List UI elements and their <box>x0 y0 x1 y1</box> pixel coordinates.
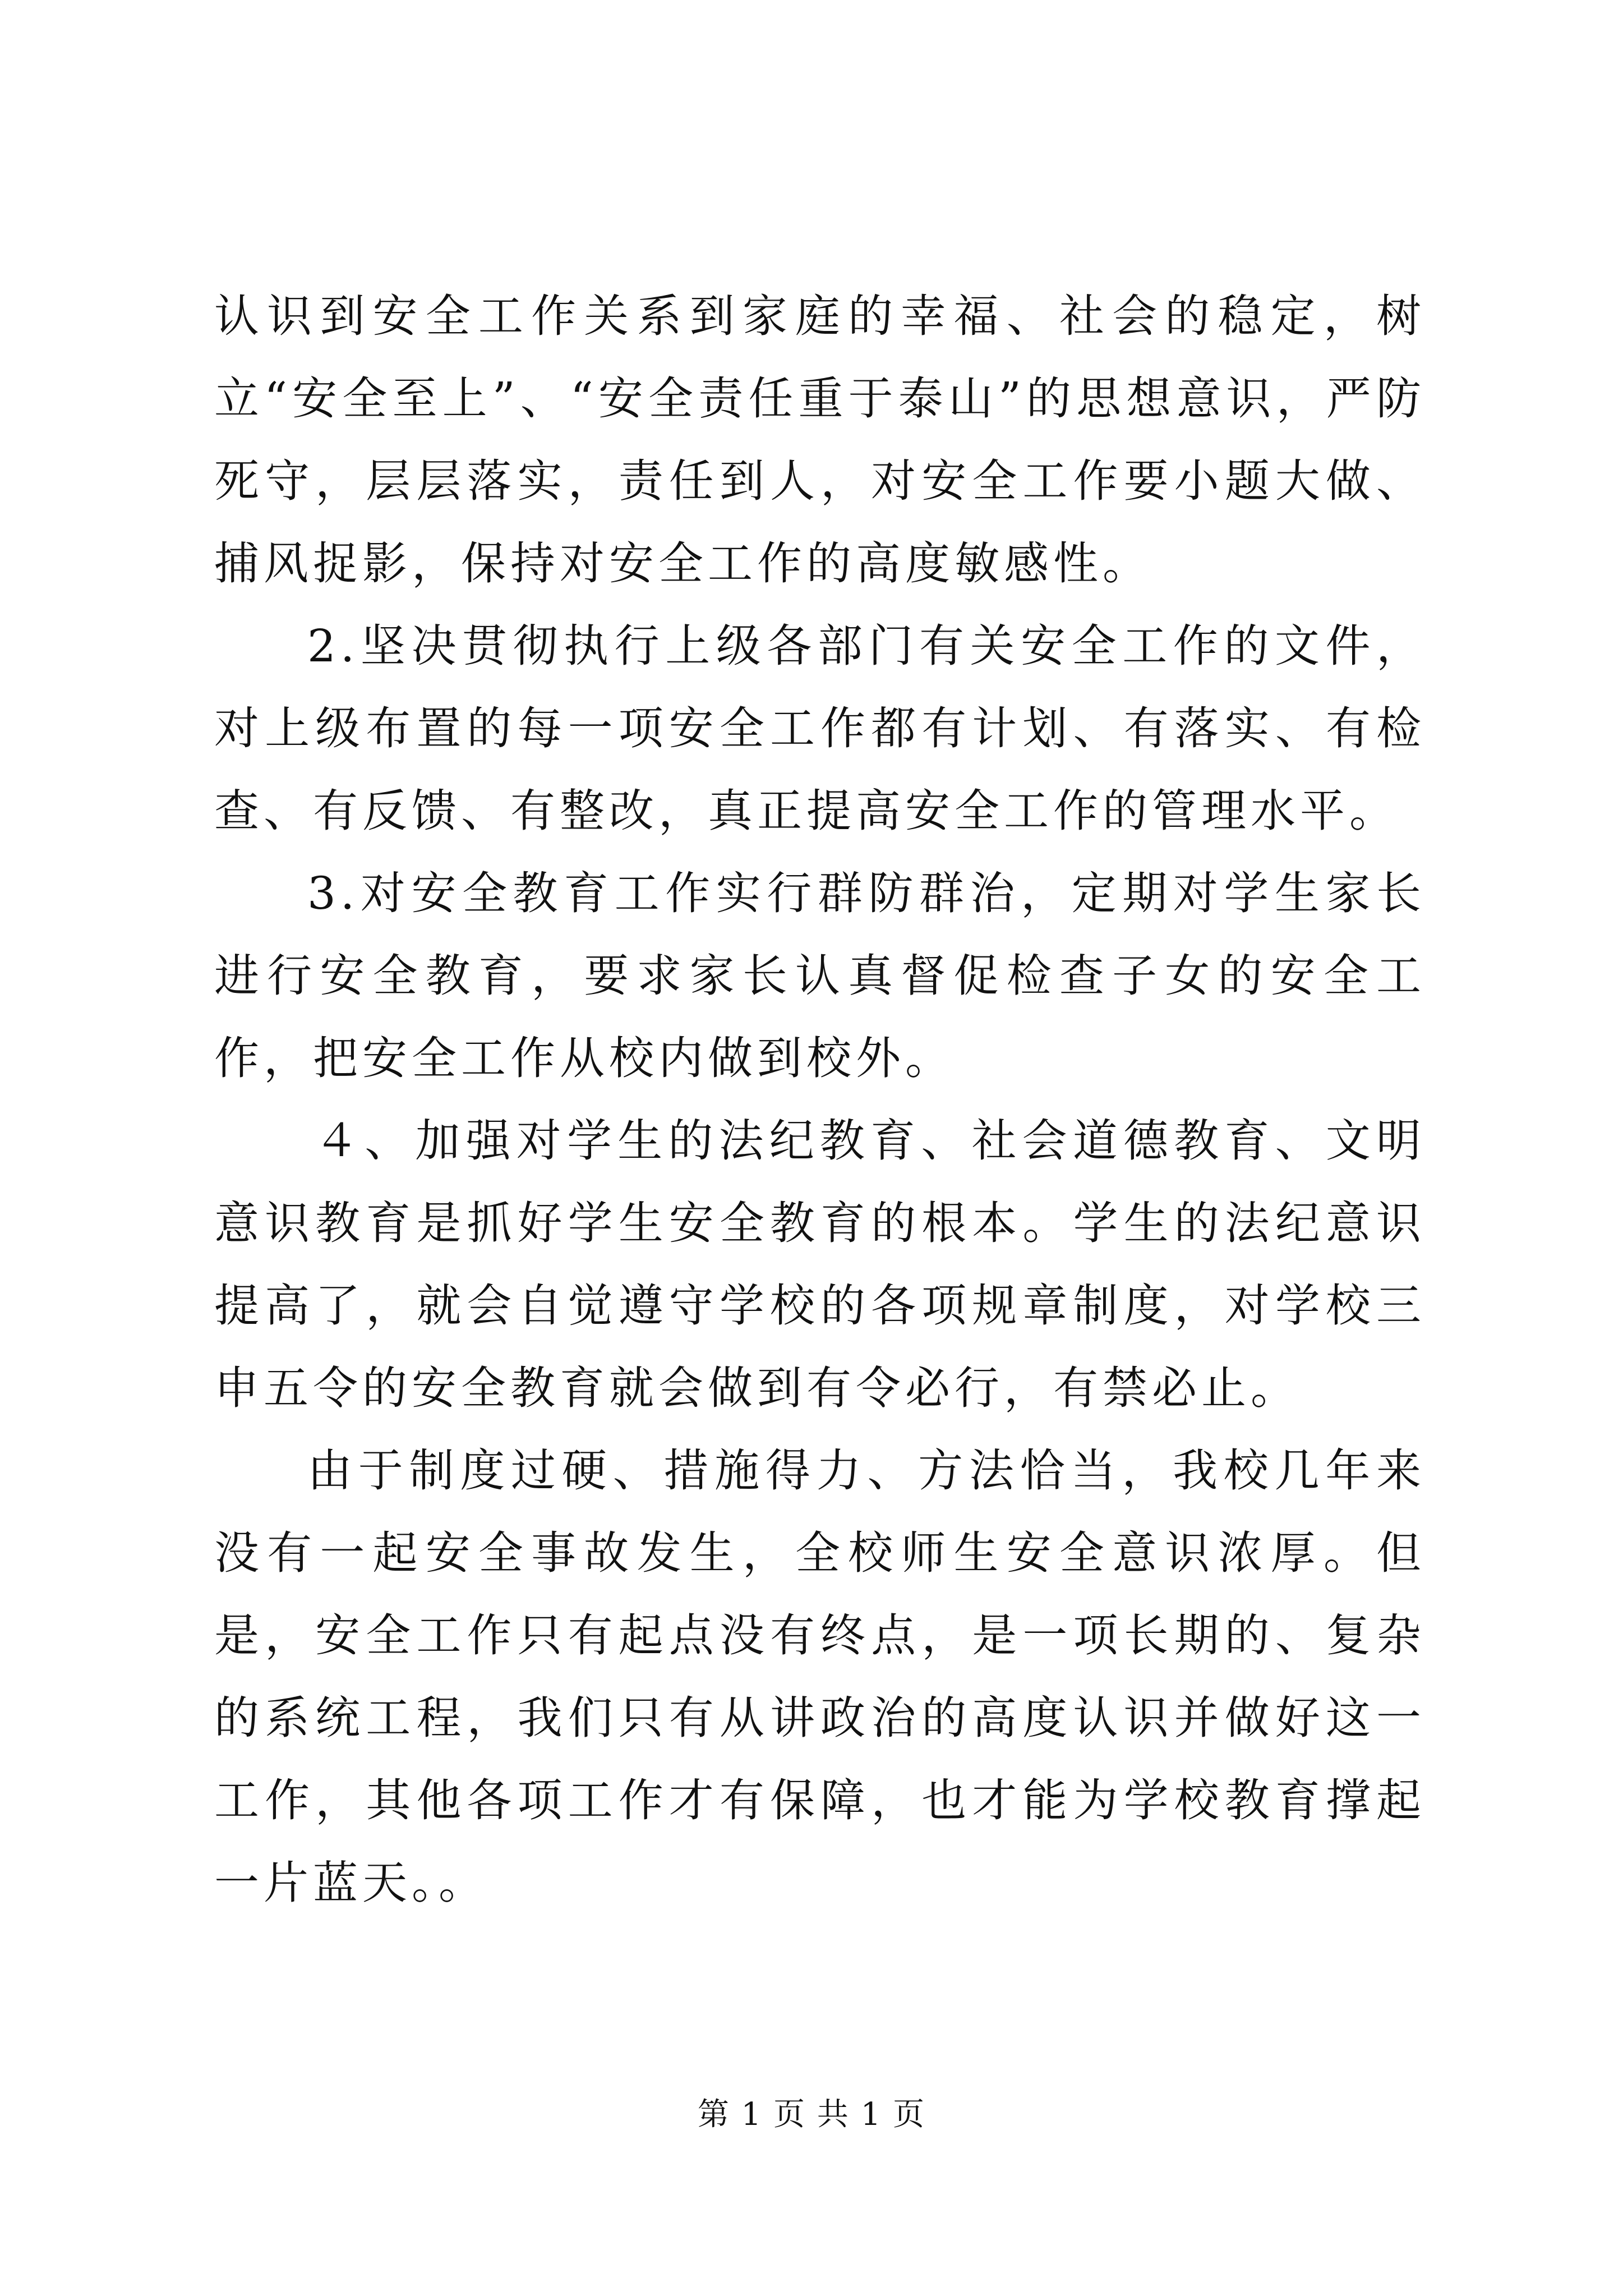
paragraph-item-3: 3.对安全教育工作实行群防群治，定期对学生家长进行安全教育，要求家长认真督促检查子女的安全工作，把安全工作从校内做到校外。 <box>214 867 1426 1084</box>
paragraph-continuation: 认识到安全工作关系到家庭的幸福、社会的稳定，树立“安全至上”、“安全责任重于泰山”的思想意识，严防死守，层层落实，责任到人，对安全工作要小题大做、捕风捉影，保持对安全工作的高度敏感性。 <box>214 290 1426 590</box>
document-body <box>214 275 1426 1924</box>
paragraph-item-2: 2.坚决贯彻执行上级各部门有关安全工作的文件，对上级布置的每一项安全工作都有计划、有落实、有检查、有反馈、有整改，真正提高安全工作的管理水平。 <box>214 620 1426 837</box>
paragraph-item-4: ４、加强对学生的法纪教育、社会道德教育、文明意识教育是抓好学生安全教育的根本。学生的法纪意识提高了，就会自觉遵守学校的各项规章制度，对学校三申五令的安全教育就会做到有令必行，有禁必止。 <box>214 1115 1426 1414</box>
page-footer: 第 1 页 共 1 页 <box>697 2096 926 2133</box>
paragraph-conclusion: 由于制度过硬、措施得力、方法恰当，我校几年来没有一起安全事故发生，全校师生安全意识浓厚。但是，安全工作只有起点没有终点，是一项长期的、复杂的系统工程，我们只有从讲政治的高度认识并做好这一工作，其他各项工作才有保障，也才能为学校教育撑起一片蓝天。。 <box>214 1444 1426 1909</box>
